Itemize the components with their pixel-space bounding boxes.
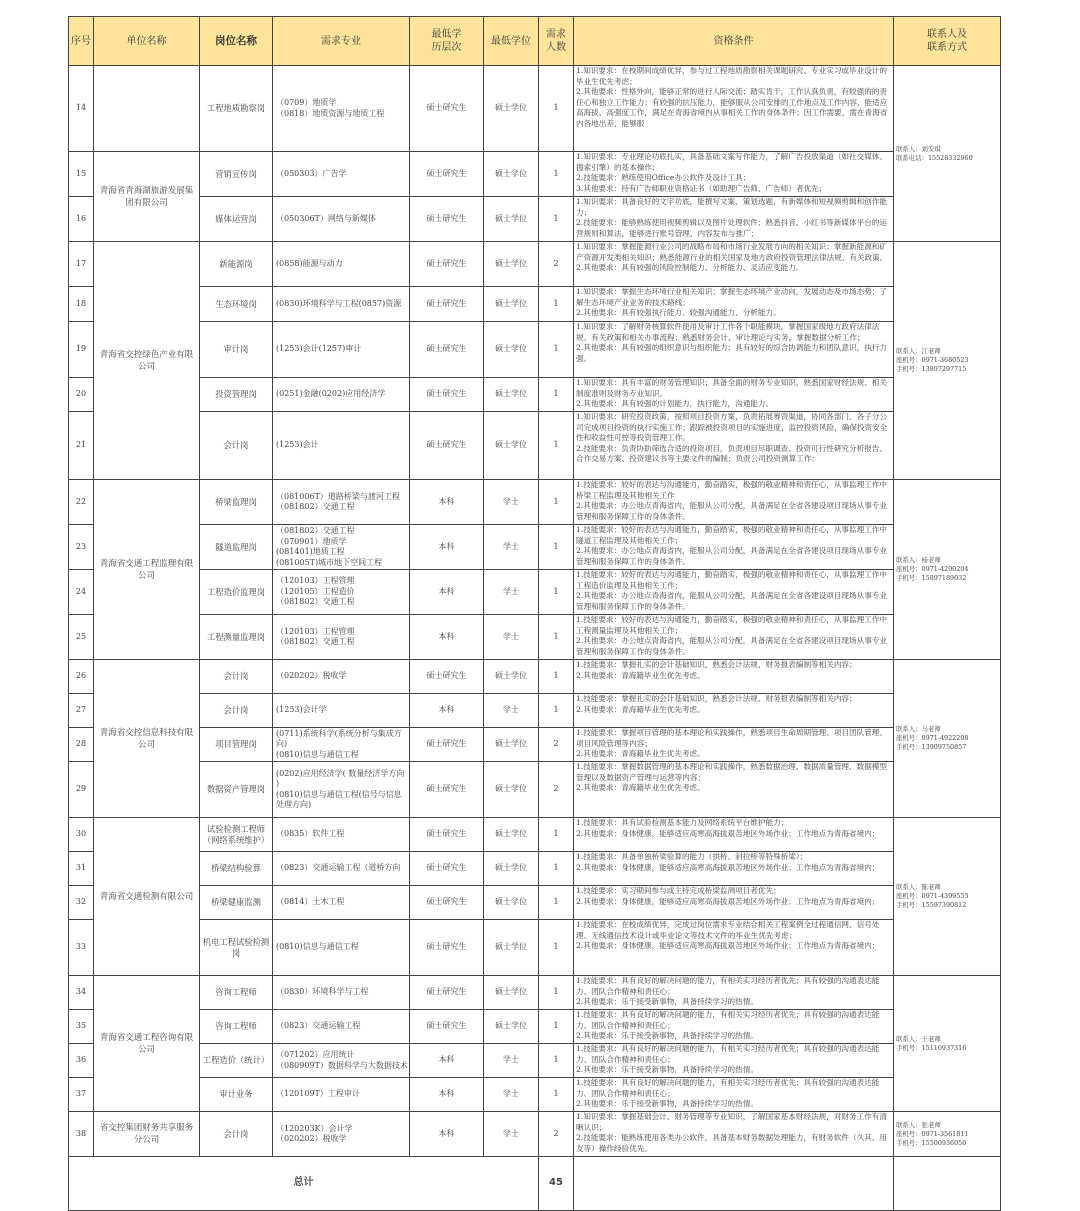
qualifications bbox=[574, 976, 894, 1010]
position-name: 审计业务 bbox=[200, 1078, 273, 1112]
min-education: 硕士研究生 bbox=[410, 66, 484, 152]
header-education bbox=[410, 17, 484, 66]
row-number: 29 bbox=[69, 762, 94, 818]
qualifications bbox=[574, 66, 894, 152]
position-name: 媒体运营岗 bbox=[200, 197, 273, 242]
min-degree: 硕士学位 bbox=[484, 976, 539, 1010]
min-degree: 硕士学位 bbox=[484, 660, 539, 694]
required-major: （020202）税收学 bbox=[273, 660, 410, 694]
position-name: 审计岗 bbox=[200, 322, 273, 378]
min-degree: 学士 bbox=[484, 1112, 539, 1157]
qualifications-text: 1.技能要求：具有良好的解决问题的能力，有相关实习经历者优先；具有较强的沟通表达能力、团队合作精神和责任心； 2.其他要求：乐于接受新事物，具备持续学习的热情。 bbox=[576, 1010, 880, 1041]
position-name: 隧道监理岗 bbox=[200, 525, 273, 570]
min-degree: 硕士学位 bbox=[484, 287, 539, 322]
table-row bbox=[69, 525, 1001, 570]
table-row bbox=[69, 1010, 1001, 1044]
position-name: 数据资产管理岗 bbox=[200, 762, 273, 818]
contact-info: 联系人：杨老师 座机号：0971-4290204 手机号：15897189032 bbox=[894, 480, 1001, 660]
row-number: 20 bbox=[69, 378, 94, 412]
table-row bbox=[69, 287, 1001, 322]
table-row bbox=[69, 197, 1001, 242]
qualifications bbox=[574, 728, 894, 762]
position-name: 投资管理岗 bbox=[200, 378, 273, 412]
min-degree: 学士 bbox=[484, 570, 539, 615]
qualifications bbox=[574, 1044, 894, 1078]
qualifications bbox=[574, 920, 894, 976]
headcount: 1 bbox=[539, 412, 574, 480]
headcount: 2 bbox=[539, 242, 574, 287]
headcount: 1 bbox=[539, 1078, 574, 1112]
qualifications bbox=[574, 762, 894, 818]
qualifications-text: 1.知识要求：掌握能源行业公司的战略布局和市场行业发展方向的相关知识；掌握新能源和矿产资源开发类相关知识；熟悉能源行业的相关国家及地方政府投资管理法律法规、有关政策。 2.其他要求：具有较强的风险控制能力、分析能力、灵活应变能力。 bbox=[576, 242, 888, 273]
min-degree: 硕士学位 bbox=[484, 412, 539, 480]
min-education: 本科 bbox=[410, 1044, 484, 1078]
min-education: 硕士研究生 bbox=[410, 152, 484, 197]
header-row bbox=[69, 17, 1001, 66]
header-company: 单位名称 bbox=[94, 17, 200, 66]
required-major: (0251)金融(0202)应用经济学 bbox=[273, 378, 410, 412]
table-row bbox=[69, 242, 1001, 287]
total-label: 总计 bbox=[69, 1157, 539, 1211]
required-major: （071202）应用统计 （080909T）数据科学与大数据技术 bbox=[273, 1044, 410, 1078]
min-degree: 硕士学位 bbox=[484, 197, 539, 242]
qualifications-text: 1.知识要求：掌握生态环境行业相关知识；掌握生态环境产业动向，发展动态及市场态势；了解生态环境产业业务的技术路线； 2.其他要求：具有较强执行能力、较强沟通能力、分析能力。 bbox=[576, 287, 887, 318]
position-name: 生态环境岗 bbox=[200, 287, 273, 322]
table-row bbox=[69, 818, 1001, 852]
header-contact bbox=[894, 17, 1001, 66]
table-row bbox=[69, 412, 1001, 480]
row-number: 38 bbox=[69, 1112, 94, 1157]
table-row bbox=[69, 1078, 1001, 1112]
required-major: （120109T）工程审计 bbox=[273, 1078, 410, 1112]
header-qualifications: 资格条件 bbox=[574, 17, 894, 66]
table-row bbox=[69, 378, 1001, 412]
header-education-line2: 历层次 bbox=[431, 42, 462, 53]
headcount: 1 bbox=[539, 976, 574, 1010]
header-contact-line2: 联系方式 bbox=[927, 42, 967, 53]
table-row bbox=[69, 570, 1001, 615]
required-major: (0711)系统科学(系统分析与集成方向) (0810)信息与通信工程 bbox=[273, 728, 410, 762]
row-number: 25 bbox=[69, 615, 94, 660]
required-major: （120103）工程管理 （120105）工程造价 （081802）交通工程 bbox=[273, 570, 410, 615]
min-education: 硕士研究生 bbox=[410, 852, 484, 886]
headcount: 1 bbox=[539, 694, 574, 728]
qualifications bbox=[574, 886, 894, 920]
qualifications-text: 1.技能要求：掌握数据管理的基本理论和实践操作，熟悉数据治理、数据质量管理、数据模型管理以及数据资产管理与运营等内容； 2.其他要求：青海籍毕业生优先考虑。 bbox=[576, 762, 887, 793]
headcount: 1 bbox=[539, 525, 574, 570]
qualifications-text: 1.技能要求：具有良好的解决问题的能力，有相关实习经历者优先；具有较强的沟通表达能力、团队合作精神和责任心； 2.其他要求：乐于接受新事物，具备持续学习的热情。 bbox=[576, 976, 880, 1007]
position-name: 工程测量监理岗 bbox=[200, 615, 273, 660]
table-row bbox=[69, 615, 1001, 660]
min-degree: 硕士学位 bbox=[484, 242, 539, 287]
qualifications bbox=[574, 818, 894, 852]
min-education: 硕士研究生 bbox=[410, 242, 484, 287]
headcount: 1 bbox=[539, 378, 574, 412]
row-number: 21 bbox=[69, 412, 94, 480]
min-degree: 硕士学位 bbox=[484, 378, 539, 412]
qualifications bbox=[574, 1078, 894, 1112]
row-number: 28 bbox=[69, 728, 94, 762]
required-major: （050306T）网络与新媒体 bbox=[273, 197, 410, 242]
required-major: (0810)信息与通信工程 bbox=[273, 920, 410, 976]
table-row bbox=[69, 480, 1001, 525]
contact-info: 联系人：刘安琪 联系电话：15528332960 bbox=[894, 66, 1001, 242]
min-education: 本科 bbox=[410, 694, 484, 728]
row-number: 36 bbox=[69, 1044, 94, 1078]
position-name: 新能源岗 bbox=[200, 242, 273, 287]
qualifications bbox=[574, 378, 894, 412]
table-row bbox=[69, 152, 1001, 197]
row-number: 27 bbox=[69, 694, 94, 728]
headcount: 2 bbox=[539, 1112, 574, 1157]
row-number: 14 bbox=[69, 66, 94, 152]
qualifications bbox=[574, 322, 894, 378]
min-education: 硕士研究生 bbox=[410, 976, 484, 1010]
position-name: 桥梁健康监测 bbox=[200, 886, 273, 920]
min-education: 硕士研究生 bbox=[410, 886, 484, 920]
min-education: 硕士研究生 bbox=[410, 322, 484, 378]
position-name: 工程地质勘察岗 bbox=[200, 66, 273, 152]
row-number: 37 bbox=[69, 1078, 94, 1112]
table-row bbox=[69, 66, 1001, 152]
required-major: （0823）交通运输工程 bbox=[273, 1010, 410, 1044]
qualifications-text: 1.知识要求：掌握基础会计、财务管理等专业知识，了解国家基本财经法规，对财务工作有清晰认识； 2.技能要求：能熟练使用各类办公软件，具备基本财务数据处理能力，有财务软件（久其、用友等）操作经验优先。 bbox=[576, 1112, 887, 1153]
row-number: 34 bbox=[69, 976, 94, 1010]
min-education: 硕士研究生 bbox=[410, 762, 484, 818]
required-major: （0823）交通运输工程（道桥方向 bbox=[273, 852, 410, 886]
min-degree: 学士 bbox=[484, 615, 539, 660]
qualifications bbox=[574, 660, 894, 694]
row-number: 22 bbox=[69, 480, 94, 525]
table-row bbox=[69, 852, 1001, 886]
position-name: 工程造价（统计） bbox=[200, 1044, 273, 1078]
required-major: (0830)环境科学与工程(0857)资源 bbox=[273, 287, 410, 322]
row-number: 16 bbox=[69, 197, 94, 242]
row-number: 33 bbox=[69, 920, 94, 976]
required-major: (0202)应用经济学( 数量经济学方向 ) (0810)信息与通信工程(信号与信息处理方向) bbox=[273, 762, 410, 818]
company-name bbox=[94, 66, 200, 152]
qualifications bbox=[574, 242, 894, 287]
required-major: (1253)会计(1257)审计 bbox=[273, 322, 410, 378]
required-major: （0835）软件工程 bbox=[273, 818, 410, 852]
min-education: 硕士研究生 bbox=[410, 287, 484, 322]
qualifications bbox=[574, 694, 894, 728]
required-major: （120203K）会计学 （020202）税收学 bbox=[273, 1112, 410, 1157]
qualifications-text: 1.知识要求：具备良好的文字功底，能撰写文案、策划选题，有新媒体和短视频剪辑和创作能力； 2.技能要求：能够熟练使用视频剪辑以及图片处理软件；熟悉抖音、小红书等新媒体平台的运营规则和算法，能够进行账号管理、内容发布与推广； bbox=[576, 197, 887, 238]
header-no: 序号 bbox=[69, 17, 94, 66]
min-degree: 学士 bbox=[484, 694, 539, 728]
qualifications-text: 1.技能要求：较好的表达与沟通能力，勤奋踏实，极强的敬业精神和责任心，从事监理工作中工程造价监理及其他相关工作； 2.其他要求：办公地点青海省内，能服从公司分配，具备满足在全省各建设项目现场从事专业管理和服务保障工作的身体条件。 bbox=[576, 570, 887, 611]
qualifications bbox=[574, 1010, 894, 1044]
header-contact-line1: 联系人及 bbox=[927, 29, 967, 40]
header-count-line2: 人数 bbox=[546, 42, 566, 53]
required-major: （0814）土木工程 bbox=[273, 886, 410, 920]
contact-info: 联系人：马老师 座机号：0971-4922208 手机号：13909750857 bbox=[894, 660, 1001, 818]
min-education: 本科 bbox=[410, 480, 484, 525]
position-name: 会计岗 bbox=[200, 1112, 273, 1157]
headcount: 1 bbox=[539, 660, 574, 694]
header-education-line1: 最低学 bbox=[431, 29, 462, 40]
headcount: 1 bbox=[539, 615, 574, 660]
qualifications-text: 1.技能要求：较好的表达与沟通能力，勤奋踏实，极强的敬业精神和责任心，从事监理工作中工程测量监理及其他相关工作； 2.其他要求：办公地点青海省内，能服从公司分配，具备满足在全省各建设项目现场从事专业管理和服务保障工作的身体条件。 bbox=[576, 615, 887, 656]
min-education: 硕士研究生 bbox=[410, 197, 484, 242]
table-row bbox=[69, 920, 1001, 976]
required-major: （0830）环境科学与工程 bbox=[273, 976, 410, 1010]
table-row bbox=[69, 976, 1001, 1010]
company-name: 省交控集团财务共享服务分公司 bbox=[94, 1112, 200, 1157]
min-degree: 硕士学位 bbox=[484, 66, 539, 152]
min-degree: 硕士学位 bbox=[484, 152, 539, 197]
position-name: 会计岗 bbox=[200, 694, 273, 728]
headcount: 1 bbox=[539, 570, 574, 615]
header-major: 需求专业 bbox=[273, 17, 410, 66]
qualifications bbox=[574, 480, 894, 525]
qualifications-text: 1.知识要求：了解财务核算软件使用及审计工作各个职能模块，掌握国家级地方政府法律法规、有关政策和相关办事流程；熟悉财务会计、审计理论与实务，掌握数据分析工作； 2.其他要求：具有较强的组织意识与组织能力；具有较好的综合协调能力和团队意识，执行力强。 bbox=[576, 322, 887, 363]
table-row bbox=[69, 322, 1001, 378]
row-number: 17 bbox=[69, 242, 94, 287]
min-degree: 学士 bbox=[484, 1044, 539, 1078]
qualifications bbox=[574, 152, 894, 197]
headcount: 1 bbox=[539, 197, 574, 242]
company-name: 青海省交通工程监理有限公司 bbox=[94, 480, 200, 660]
table-row bbox=[69, 762, 1001, 818]
headcount: 1 bbox=[539, 322, 574, 378]
qualifications bbox=[574, 852, 894, 886]
min-education: 本科 bbox=[410, 615, 484, 660]
position-name: 桥梁结构验算 bbox=[200, 852, 273, 886]
header-count-line1: 需求 bbox=[546, 29, 566, 40]
contact-info: 联系人：江老师 座机号：0971-3680523 手机号：13897297715 bbox=[894, 242, 1001, 480]
min-degree: 硕士学位 bbox=[484, 920, 539, 976]
headcount: 1 bbox=[539, 818, 574, 852]
required-major: （081006T）道路桥梁与渡河工程 （081802）交通工程 bbox=[273, 480, 410, 525]
total-value: 45 bbox=[539, 1157, 574, 1211]
headcount: 1 bbox=[539, 1044, 574, 1078]
qualifications-text: 1.技能要求：掌握扎实的会计基础知识，熟悉会计法规、财务报表编制等相关内容； 2.其他要求：青海籍毕业生优先考虑。 bbox=[576, 660, 857, 680]
table-row bbox=[69, 886, 1001, 920]
min-education: 本科 bbox=[410, 1112, 484, 1157]
min-education: 硕士研究生 bbox=[410, 818, 484, 852]
min-education: 硕士研究生 bbox=[410, 1010, 484, 1044]
position-name: 试验检测工程师（网络系统维护） bbox=[200, 818, 273, 852]
min-degree: 硕士学位 bbox=[484, 322, 539, 378]
min-degree: 硕士学位 bbox=[484, 762, 539, 818]
contact-info: 联系人：张老师 座机号：0971-3561811 手机号：15500936050 bbox=[894, 1112, 1001, 1157]
qualifications-text: 1.知识要求：具有丰富的财务管理知识；具备全面的财务专业知识，熟悉国家财经法规、相关制度准则及财务专业知识。 2.其他要求：具有较强的计划能力，执行能力，沟通能力。 bbox=[576, 378, 887, 409]
position-name: 营销宣传岗 bbox=[200, 152, 273, 197]
table-row bbox=[69, 694, 1001, 728]
headcount: 1 bbox=[539, 287, 574, 322]
position-name: 项目管理岗 bbox=[200, 728, 273, 762]
row-number: 19 bbox=[69, 322, 94, 378]
min-education: 硕士研究生 bbox=[410, 412, 484, 480]
qualifications-text: 1.技能要求：掌握扎实的会计基础知识，熟悉会计法规、财务报表编制等相关内容； 2.其他要求：青海籍毕业生优先考虑。 bbox=[576, 694, 857, 714]
row-number: 24 bbox=[69, 570, 94, 615]
recruitment-table bbox=[68, 16, 1001, 1211]
headcount: 1 bbox=[539, 480, 574, 525]
min-degree: 硕士学位 bbox=[484, 852, 539, 886]
position-name: 工程造价监理岗 bbox=[200, 570, 273, 615]
min-education: 硕士研究生 bbox=[410, 378, 484, 412]
min-degree: 学士 bbox=[484, 480, 539, 525]
min-education: 硕士研究生 bbox=[410, 728, 484, 762]
headcount: 1 bbox=[539, 920, 574, 976]
table-row bbox=[69, 728, 1001, 762]
headcount: 1 bbox=[539, 152, 574, 197]
row-number: 15 bbox=[69, 152, 94, 197]
qualifications-text: 1.技能要求：掌握项目管理的基本理论和实践操作，熟悉项目生命周期管理、项目团队管理、项目风险管理等内容； 2.其他要求：青海籍毕业生优先考虑。 bbox=[576, 728, 887, 759]
company-name: 青海省交通检测有限公司 bbox=[94, 818, 200, 976]
qualifications bbox=[574, 1112, 894, 1157]
position-name: 机电工程试验检测岗 bbox=[200, 920, 273, 976]
position-name: 会计岗 bbox=[200, 660, 273, 694]
min-education: 硕士研究生 bbox=[410, 660, 484, 694]
required-major: (0858)能源与动力 bbox=[273, 242, 410, 287]
row-number: 31 bbox=[69, 852, 94, 886]
qualifications bbox=[574, 412, 894, 480]
company-name: 青海省交控绿色产业有限公司 bbox=[94, 242, 200, 480]
row-number: 23 bbox=[69, 525, 94, 570]
qualifications-text: 1.知识要求：专业理论功底扎实，具备基础文案写作能力，了解广告投放渠道（如社交媒体、搜索引擎）的基本操作； 2.技能要求：熟练使用Office办公软件及设计工具； 3.其他要求：持有广告师职业资格证书（如助理广告师、广告师）者优先； bbox=[576, 152, 887, 193]
table-row bbox=[69, 1044, 1001, 1078]
table-row bbox=[69, 660, 1001, 694]
qualifications-text: 1.知识要求：研究投资政策，按照项目投资方案，负责拓展筹资渠道，协同各部门、各子分公司完成项目投资的执行实施工作；跟踪被投资项目的实施进度，监控投资风险，确保投资安全性和收益性可控等投资管理工作。 2.技能要求：负责协助筛选合适的投资项目，负责项目尽职调查、投资可行性研究分析报告、合作交易方案、投资建议书等主要文件的编制；负责公司投资测算工作； bbox=[576, 412, 888, 464]
company-name: 青海省交通工程咨询有限公司 bbox=[94, 976, 200, 1112]
min-degree: 硕士学位 bbox=[484, 886, 539, 920]
qualifications-text: 1.技能要求：具有良好的解决问题的能力，有相关实习经历者优先；具有较强的沟通表达能力、团队合作精神和责任心； 2.其他要求：乐于接受新事物，具备持续学习的热情。 bbox=[576, 1078, 880, 1109]
qualifications-text: 1.技能要求：较好的表达与沟通能力，勤奋踏实，极强的敬业精神和责任心，从事监理工作中桥梁工程监理及其他相关工作 2.其他要求：办公地点青海省内，能服从公司分配，具备满足在全省各建设项目现场从事专业管理和服务保障工作的身体条件。 bbox=[576, 480, 887, 521]
qualifications bbox=[574, 197, 894, 242]
row-number: 26 bbox=[69, 660, 94, 694]
min-degree: 硕士学位 bbox=[484, 818, 539, 852]
required-major: (1253)会计 bbox=[273, 412, 410, 480]
min-education: 本科 bbox=[410, 525, 484, 570]
contact-info: 联系人：陈老师 座机号：0971-4399553 手机号：15597390812 bbox=[894, 818, 1001, 976]
required-major: （081802）交通工程 （070901）地质学 (081401)地质工程 (081005T)城市地下空间工程 bbox=[273, 525, 410, 570]
row-number: 30 bbox=[69, 818, 94, 852]
headcount: 1 bbox=[539, 886, 574, 920]
required-major: (1253)会计学 bbox=[273, 694, 410, 728]
position-name: 咨询工程师 bbox=[200, 1010, 273, 1044]
header-degree: 最低学位 bbox=[484, 17, 539, 66]
min-degree: 学士 bbox=[484, 525, 539, 570]
qualifications-text: 1.技能要求：在校成绩优异，完成过岗位需求专业结合相关工程案例全过程通信网、信号处理、无线通信技术设计或毕业论文等技术文件的毕业生优先考虑； 2.其他要求：身体健康，能够适应高寒高海拔艰苦地区外场作业；工作地点为青海省境内； bbox=[576, 920, 880, 951]
required-major: （050303）广告学 bbox=[273, 152, 410, 197]
qualifications-text: 1.技能要求：实习期间参与或主持完成桥梁监测项目者优先； 2.其他要求：身体健康，能够适应高寒高海拔艰苦地区外场作业；工作地点为青海省境内； bbox=[576, 886, 880, 906]
headcount: 1 bbox=[539, 66, 574, 152]
min-education: 本科 bbox=[410, 1078, 484, 1112]
qualifications bbox=[574, 287, 894, 322]
qualifications bbox=[574, 525, 894, 570]
qualifications-text: 1.知识要求：在校期间成绩优异，参与过工程地质勘察相关课题研究、专业实习或毕业设计的毕业生优先考虑； 2.其他要求：性格外向，能够正常的进行人际交流；踏实肯干，工作认真负责，有较强的的责任心和独立工作能力；有较强的抗压能力，能够服从公司安排的工作地点及工作内容，能适应高海拔、高强度工作，满足在青海省境内从事相关工作的身体条件；因工作需要，需在青海省内各地出差，能够服 bbox=[576, 66, 888, 128]
position-name: 咨询工程师 bbox=[200, 976, 273, 1010]
required-major: （0709）地质学 （0818）地质资源与地质工程 bbox=[273, 66, 410, 152]
company-name: 青海省交控信息科技有限公司 bbox=[94, 660, 200, 818]
min-education: 本科 bbox=[410, 570, 484, 615]
qualifications bbox=[574, 615, 894, 660]
headcount: 1 bbox=[539, 1010, 574, 1044]
qualifications-text: 1.技能要求：具有良好的解决问题的能力，有相关实习经历者优先；具有较强的沟通表达能力、团队合作精神和责任心； 2.其他要求：乐于接受新事物，具备持续学习的热情。 bbox=[576, 1044, 880, 1075]
row-number: 32 bbox=[69, 886, 94, 920]
headcount: 2 bbox=[539, 762, 574, 818]
min-education: 硕士研究生 bbox=[410, 920, 484, 976]
min-degree: 硕士学位 bbox=[484, 1010, 539, 1044]
qualifications-text: 1.技能要求：具备单独桥梁验算的能力（拱桥、斜拉桥等特殊桥梁）； 2.其他要求：身体健康，能够适应高寒高海拔艰苦地区外场作业；工作地点为青海省境内； bbox=[576, 852, 880, 872]
qualifications-text: 1.技能要求：较好的表达与沟通能力，勤奋踏实，极强的敬业精神和责任心，从事监理工作中隧道工程监理及其他相关工作； 2.其他要求：办公地点青海省内，能服从公司分配，具备满足在全省各建设项目现场从事专业管理和服务保障工作的身体条件。 bbox=[576, 525, 887, 566]
headcount: 1 bbox=[539, 852, 574, 886]
row-number: 35 bbox=[69, 1010, 94, 1044]
company-name: 青海省青海湖旅游发展集团有限公司 bbox=[94, 152, 200, 242]
position-name: 会计岗 bbox=[200, 412, 273, 480]
qualifications-text: 1.技能要求：具有试验检测基本能力及网络系统平台维护能力； 2.其他要求：身体健康，能够适应高寒高海拔艰苦地区外场作业；工作地点为青海省境内； bbox=[576, 818, 880, 838]
position-name: 桥梁监理岗 bbox=[200, 480, 273, 525]
headcount: 2 bbox=[539, 728, 574, 762]
table-row bbox=[69, 1112, 1001, 1157]
min-degree: 硕士学位 bbox=[484, 728, 539, 762]
required-major: （120103）工程管理 （081802）交通工程 bbox=[273, 615, 410, 660]
contact-info: 联系人：王老师 手机号：15110937316 bbox=[894, 976, 1001, 1112]
qualifications bbox=[574, 570, 894, 615]
min-degree: 学士 bbox=[484, 1078, 539, 1112]
row-number: 18 bbox=[69, 287, 94, 322]
header-count bbox=[539, 17, 574, 66]
header-position: 岗位名称 bbox=[200, 17, 273, 66]
